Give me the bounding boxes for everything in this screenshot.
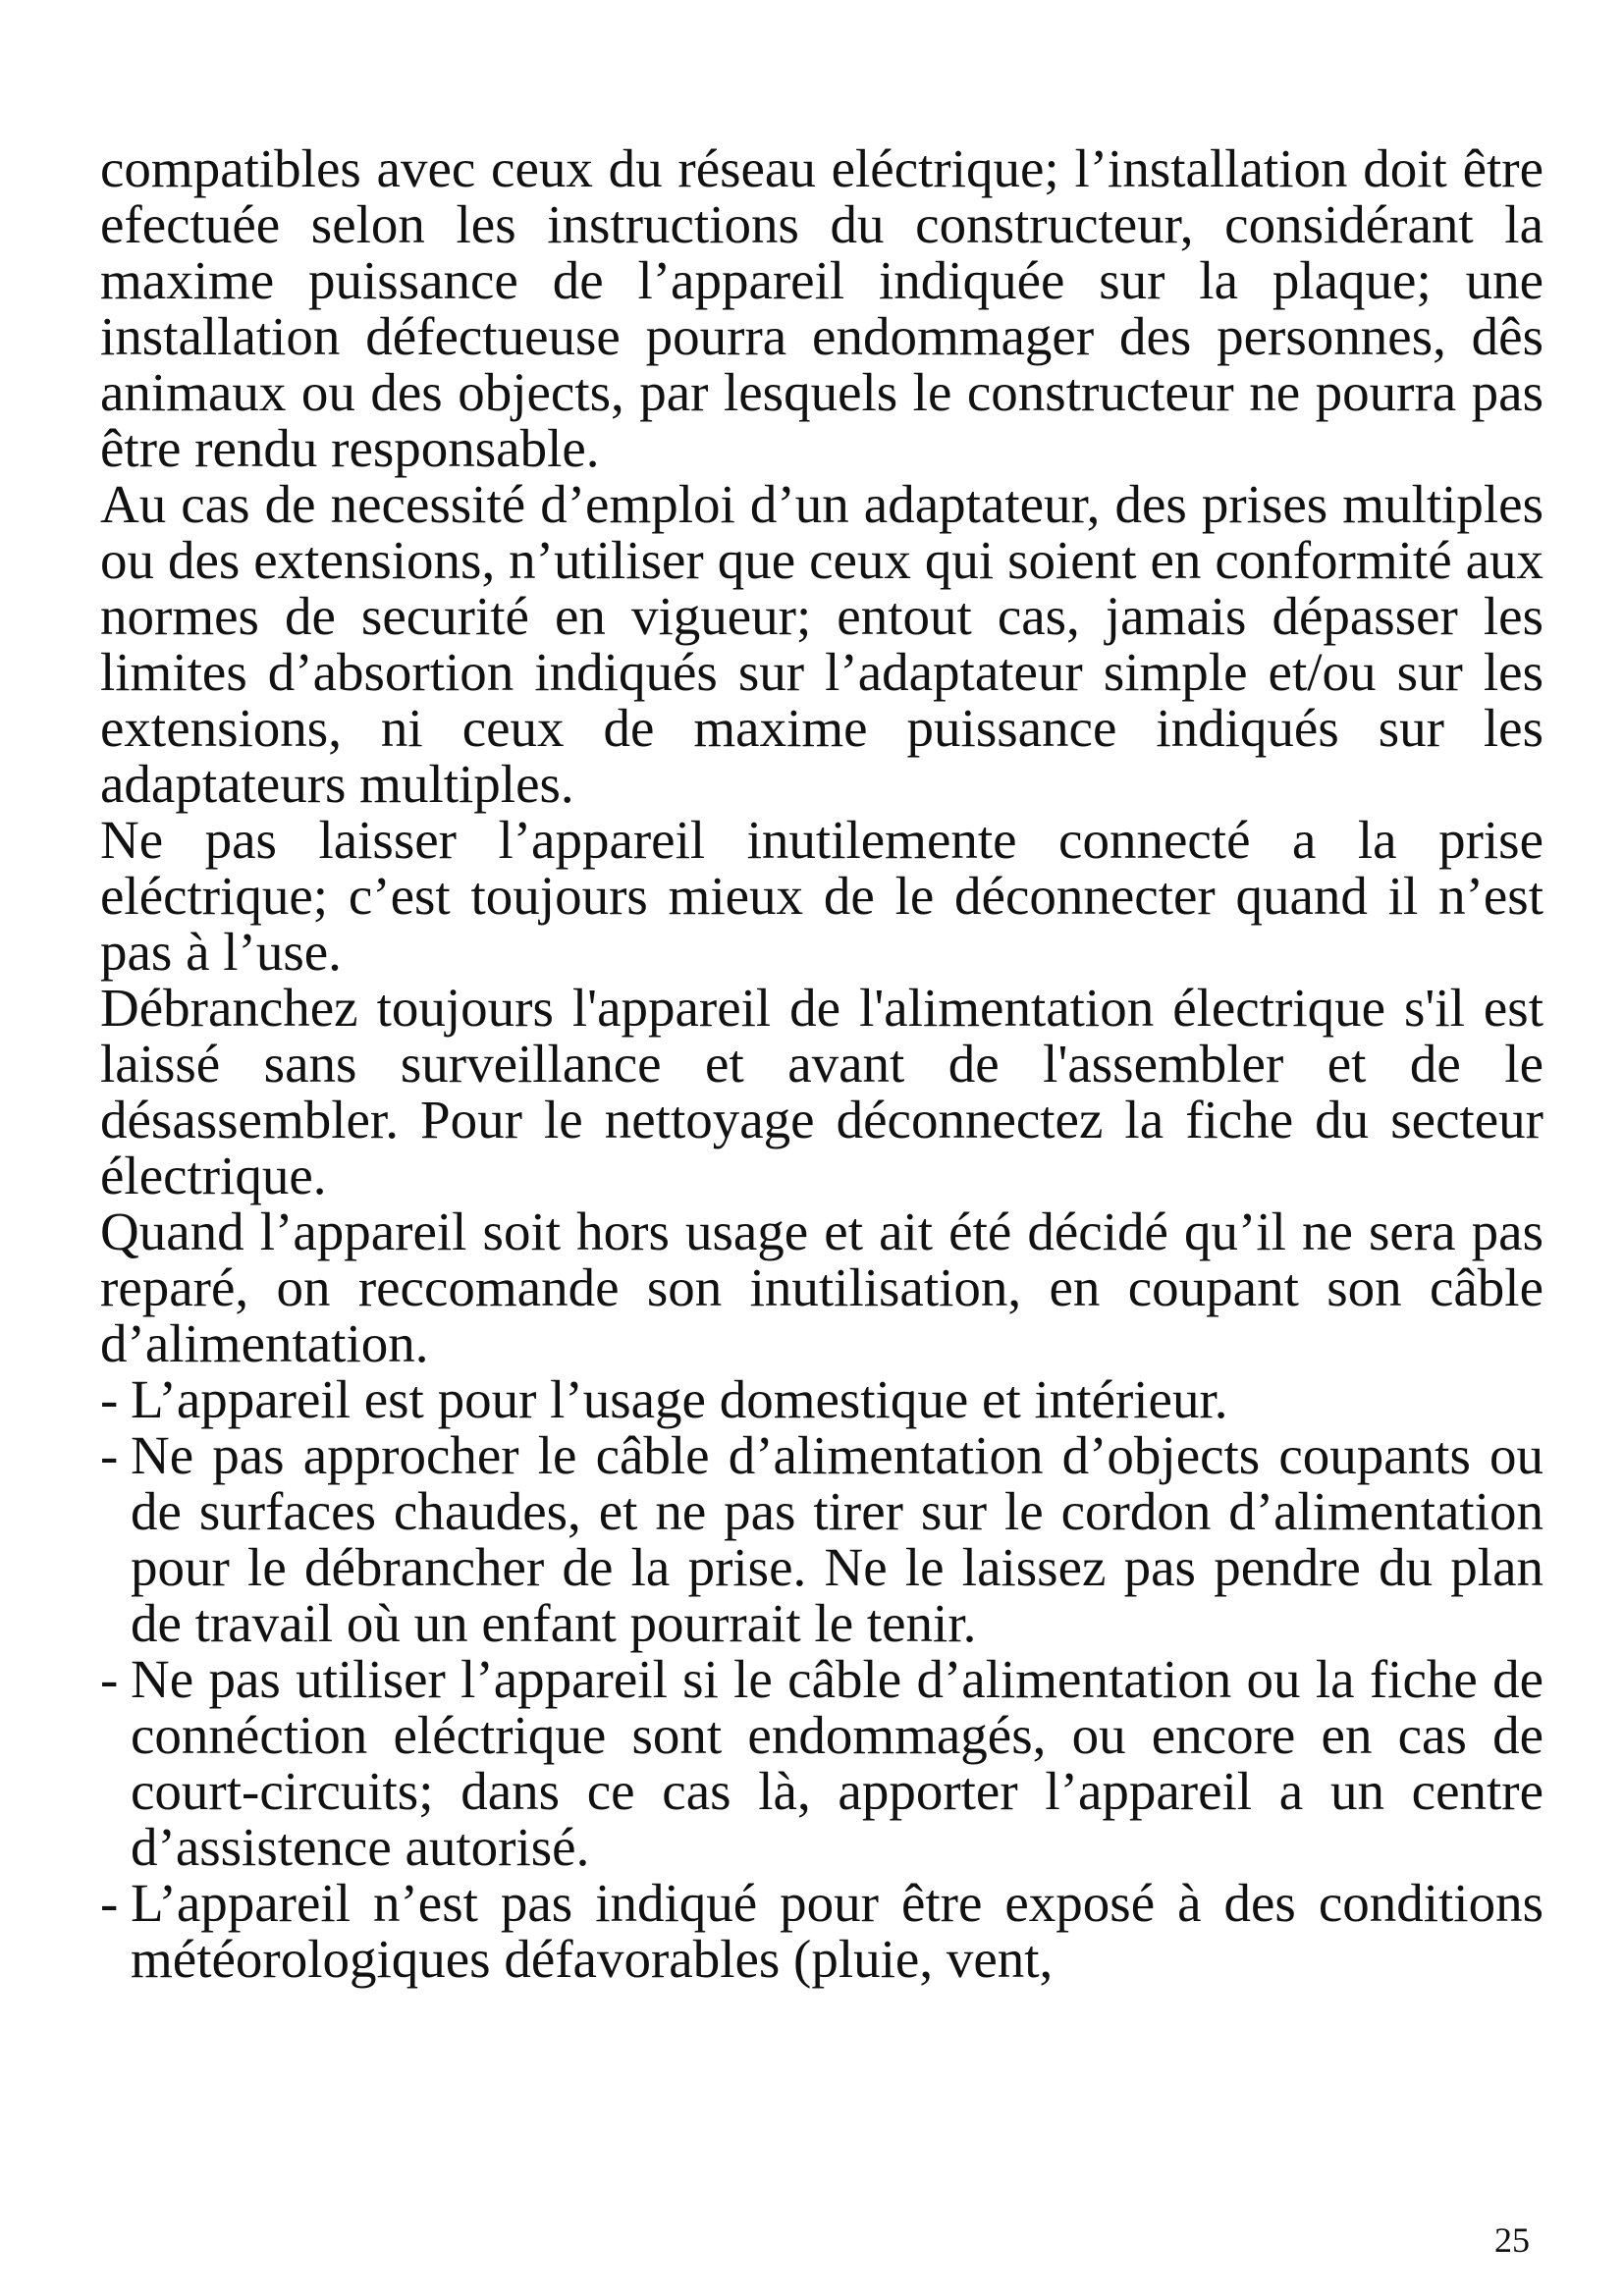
- bullet-text: Ne pas approcher le câble d’alimentation d’objects coupants ou de surfaces chaudes, et ne pas tirer sur le cordon d’alimentation pour le débrancher de la prise. Ne le laissez pas pendre du plan de travail où un enfant pourrait le tenir.: [131, 1425, 1543, 1653]
- bullet-dash: -: [100, 1873, 119, 1933]
- bullet-dash: -: [100, 1369, 119, 1429]
- list-item: [100, 1427, 1543, 1651]
- paragraph-disposal: Quand l’appareil soit hors usage et ait été décidé qu’il ne sera pas reparé, on reccomande son inutilisation, en coupant son câble d’alimentation.: [100, 1201, 1543, 1373]
- page-number: 25: [1494, 2220, 1530, 2260]
- list-item: [100, 1371, 1543, 1427]
- bullet-text: L’appareil n’est pas indiqué pour être exposé à des conditions météorologiques défavorables (pluie, vent,: [131, 1873, 1543, 1989]
- paragraph-adapters: Au cas de necessité d’emploi d’un adaptateur, des prises multiples ou des extensions, n’utiliser que ceux qui soient en conformité aux normes de securité en vigueur; entout cas, jamais dépasser les limites d’absortion indiqués sur l’adaptateur simple et/ou sur les extensions, ni ceux de maxime puissance indiqués sur les adaptateurs multiples.: [100, 474, 1543, 814]
- paragraph-installation: compatibles avec ceux du réseau eléctrique; l’installation doit être efectuée selon les instructions du constructeur, considérant la maxime puissance de l’appareil indiquée sur la plaque; une installation défectueuse pourra endommager des personnes, dês animaux ou des objects, par lesquels le constructeur ne pourra pas être rendu responsable.: [100, 138, 1543, 478]
- list-item: [100, 1651, 1543, 1875]
- bullet-dash: -: [100, 1649, 119, 1709]
- list-item: [100, 1875, 1543, 1987]
- bullet-list: [100, 1371, 1543, 1987]
- bullet-dash: -: [100, 1425, 119, 1485]
- paragraph-unplug: Débranchez toujours l'appareil de l'alimentation électrique s'il est laissé sans surveillance et avant de l'assembler et de le désassembler. Pour le nettoyage déconnectez la fiche du secteur électrique.: [100, 978, 1543, 1205]
- body-text: [100, 140, 1543, 1987]
- paragraph-disconnect: Ne pas laisser l’appareil inutilemente connecté a la prise eléctrique; c’est toujours mieux de le déconnecter quand il n’est pas à l’use.: [100, 810, 1543, 982]
- bullet-text: Ne pas utiliser l’appareil si le câble d’alimentation ou la fiche de connéction eléctrique sont endommagés, ou encore en cas de court-circuits; dans ce cas là, apporter l’appareil a un centre d’assistence autorisé.: [131, 1649, 1543, 1877]
- bullet-text: L’appareil est pour l’usage domestique et intérieur.: [131, 1369, 1228, 1429]
